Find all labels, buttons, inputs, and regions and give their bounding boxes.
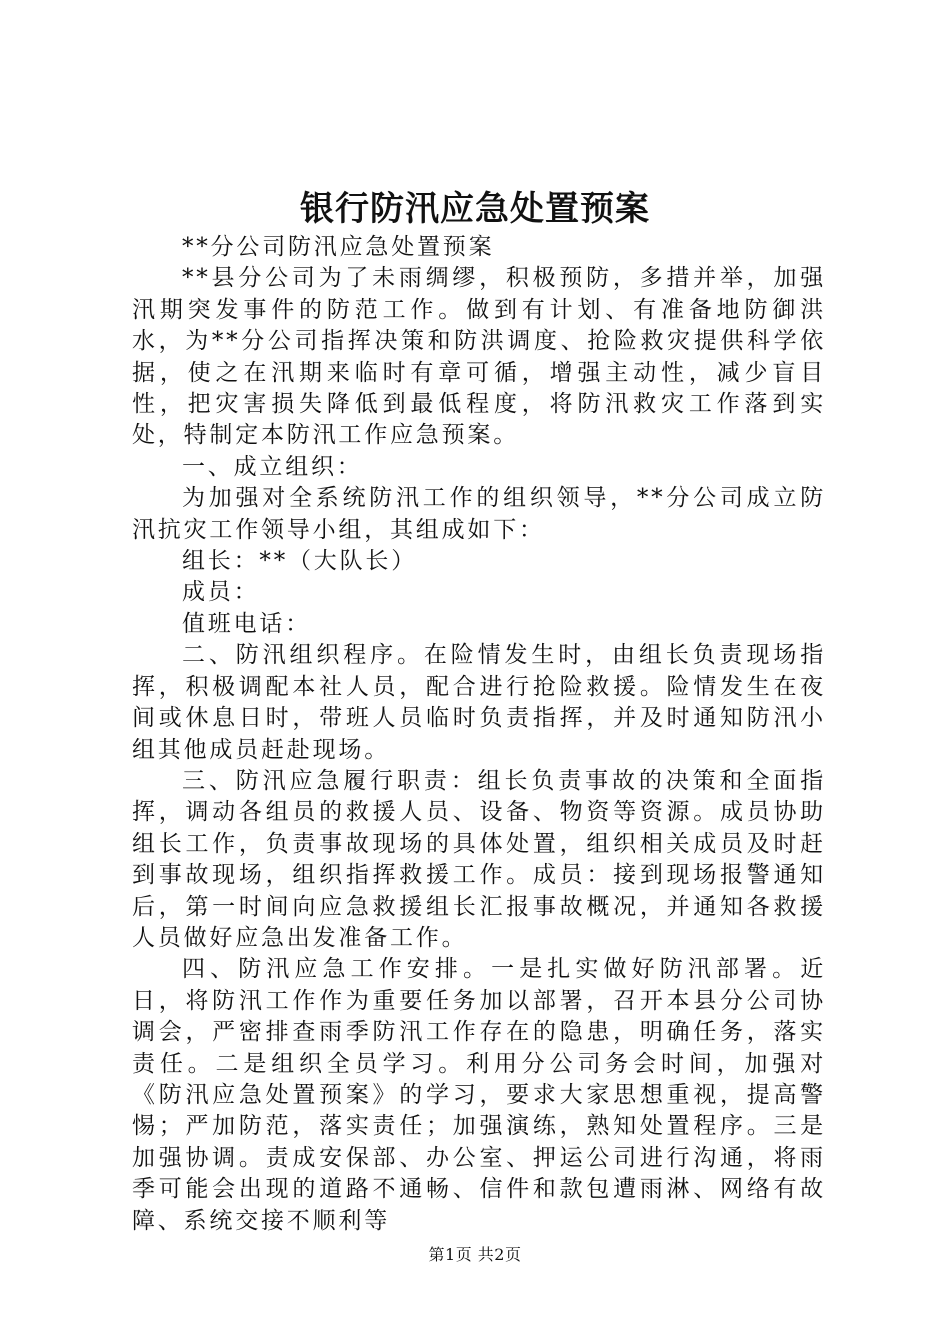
page-footer: 第1页 共2页: [428, 1245, 522, 1264]
paragraph: 一、成立组织：: [182, 453, 363, 480]
paragraph: 组长：**（大队长）: [182, 548, 417, 575]
paragraph: 四、防汛应急工作安排。一是扎实做好防汛部署。近日，将防汛工作作为重要任务加以部署，召开本县分公司协调会，严密排查雨季防汛工作存在的隐患，明确任务，落实责任。二是组织全员学习。利用分公司务会时间，加强对《防汛应急处置预案》的学习，要求大家思想重视，提高警惕；严加防范，落实责任；加强演练，熟知处置程序。三是加强协调。责成安保部、办公室、押运公司进行沟通，将雨季可能会出现的道路不通畅、信件和款包遭雨淋、网络有故障、系统交接不顺利等: [132, 956, 826, 1234]
paragraph: **分公司防汛应急处置预案: [182, 234, 495, 260]
document-title: 银行防汛应急处置预案: [300, 189, 650, 229]
paragraph: 三、防汛应急履行职责：组长负责事故的决策和全面指挥，调动各组员的救援人员、设备、物资等资源。成员协助组长工作，负责事故现场的具体处置，组织相关成员及时赶到事故现场，组织指挥救援工作。成员：接到现场报警通知后，第一时间向应急救援组长汇报事故概况，并通知各救援人员做好应急出发准备工作。: [132, 767, 826, 951]
paragraph: 二、防汛组织程序。在险情发生时，由组长负责现场指挥，积极调配本社人员，配合进行抢险救援。险情发生在夜间或休息日时，带班人员临时负责指挥，并及时通知防汛小组其他成员赶赴现场。: [132, 642, 826, 763]
paragraph: 成员：: [182, 579, 260, 606]
paragraph: **县分公司为了未雨绸缪，积极预防，多措并举，加强汛期突发事件的防范工作。做到有计划、有准备地防御洪水，为**分公司指挥决策和防洪调度、抢险救灾提供科学依据，使之在汛期来临时有章可循，增强主动性，减少盲目性，把灾害损失降低到最低程度，将防汛救灾工作落到实处，特制定本防汛工作应急预案。: [132, 265, 826, 449]
paragraph: 值班电话：: [182, 610, 311, 637]
paragraph: 为加强对全系统防汛工作的组织领导，**分公司成立防汛抗灾工作领导小组，其组成如下：: [132, 485, 826, 543]
document-body: [132, 232, 826, 1237]
